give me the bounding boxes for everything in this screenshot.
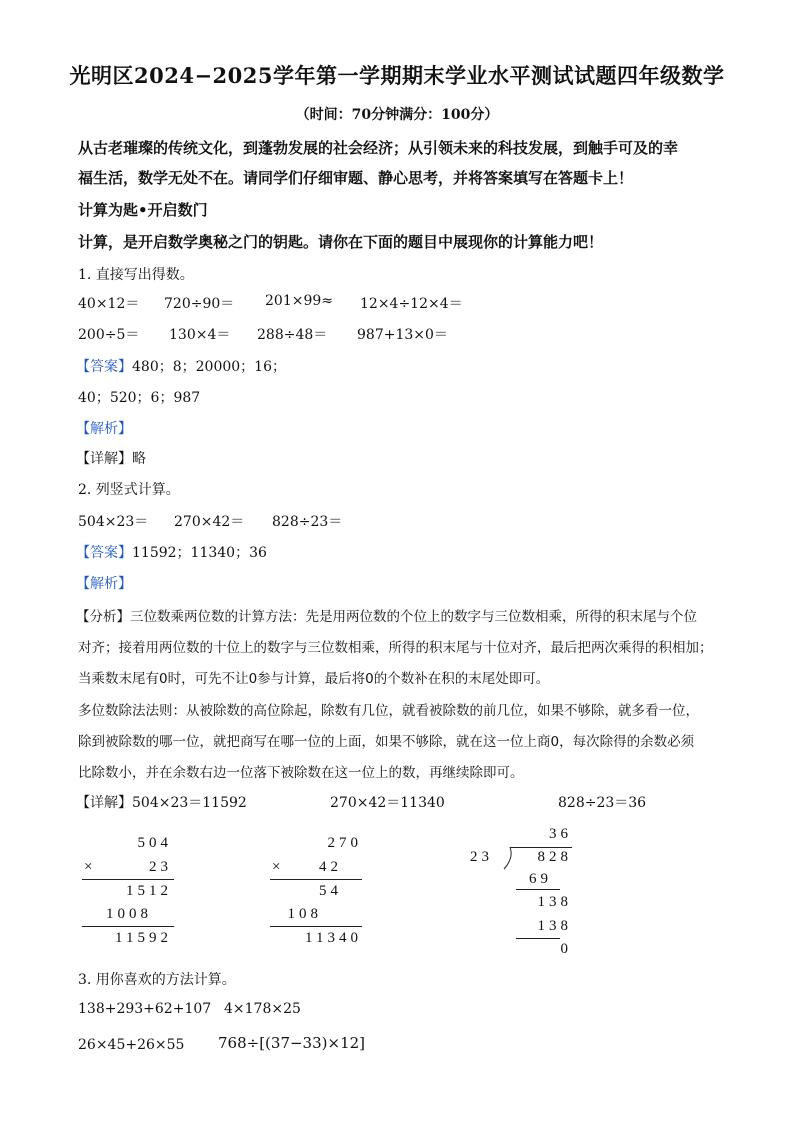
q1-item: 720÷90＝ (164, 296, 235, 312)
q1-item: 40×12＝ (78, 296, 140, 312)
detail-tag: 【详解】 (76, 795, 132, 811)
q2-item: 270×42＝ (174, 514, 245, 530)
q3-item: 138+293+62+107 (78, 1001, 212, 1017)
q3-title: 3. 用你喜欢的方法计算。 (78, 972, 236, 988)
q2-analysis-line-2: 对齐；接着用两位数的十位上的数字与三位数相乘，所得的积末尾与十位对齐，最后把两次乘得的积相加； (78, 640, 713, 656)
answer-tag: 【答案】 (76, 359, 132, 375)
section-description: 计算，是开启数学奥秘之门的钥匙。请你在下面的题目中展现你的计算能力吧！ (78, 233, 604, 251)
q1-item: 987+13×0＝ (357, 327, 448, 343)
vc2-multiplicand: 270 (327, 835, 362, 851)
intro-line-1: 从古老璀璨的传统文化，到蓬勃发展的社会经济；从引领未来的科技发展，到触手可及的幸 (78, 139, 679, 157)
answer-tag: 【答案】 (76, 545, 132, 561)
vc2-rule (270, 926, 362, 927)
ld-divisor: 23 (470, 849, 493, 865)
fenxi-tag: 【分析】 (76, 609, 130, 625)
q1-detail-text: 略 (132, 451, 146, 467)
exam-time-info: （时间：70分钟满分：100分） (295, 107, 499, 123)
q1-item: 200÷5＝ (78, 327, 140, 343)
vc1-partial-2: 1008 (106, 906, 152, 922)
vc1-times-sign: × (84, 859, 97, 875)
q1-detail (76, 448, 146, 468)
q2-detail-eq-3: 828÷23＝36 (558, 795, 647, 811)
vc1-multiplier: 23 (149, 859, 172, 875)
analysis-tag: 【解析】 (76, 576, 132, 592)
q1-item: 201×99≈ (265, 293, 333, 309)
q3-item: 26×45+26×55 (78, 1037, 185, 1053)
q3-item: 768÷[(37−33)×12] (218, 1034, 366, 1052)
vc2-result: 11340 (305, 930, 362, 946)
q2-analysis (76, 605, 697, 625)
ld-final-remainder: 0 (560, 941, 572, 957)
vc2-multiplier: 42 (319, 859, 342, 875)
ld-rule (516, 938, 560, 939)
q1-title: 1. 直接写出得数。 (78, 267, 194, 283)
q1-item: 288÷48＝ (257, 327, 328, 343)
q2-division-line-1: 多位数除法法则：从被除数的高位除起，除数有几位，就看被除数的前几位，如果不够除，就多看一位， (78, 703, 699, 719)
q3-item: 4×178×25 (224, 1001, 301, 1017)
vc1-multiplicand: 504 (137, 835, 172, 851)
q1-answer-text-1: 480；8；20000；16； (132, 359, 286, 375)
q2-title: 2. 列竖式计算。 (78, 482, 180, 498)
section-heading: 计算为匙•开启数门 (78, 201, 208, 219)
ld-dividend: 828 (537, 849, 572, 865)
ld-rule (516, 889, 560, 890)
q2-analysis-line-1: 三位数乘两位数的计算方法：先是用两位数的个位上的数字与三位数相乘，所得的积末尾与个位 (130, 609, 697, 625)
q1-item: 130×4＝ (169, 327, 231, 343)
q2-answer (76, 542, 267, 562)
ld-remainder-1: 138 (537, 894, 572, 910)
q1-item: 12×4÷12×4＝ (360, 296, 463, 312)
vc2-times-sign: × (272, 859, 285, 875)
q2-item: 828÷23＝ (272, 514, 343, 530)
q2-analysis-line-3: 当乘数末尾有0时，可先不让0参与计算，最后将0的个数补在积的末尾处即可。 (78, 671, 550, 687)
ld-step-product-2: 138 (537, 918, 572, 934)
q2-detail-eq-1: 504×23＝11592 (132, 795, 247, 811)
vc2-partial-2: 108 (287, 906, 322, 922)
vc1-partial-1: 1512 (126, 883, 172, 899)
ld-step-product-1: 69 (529, 871, 552, 887)
q1-answer-text-2: 40；520；6；987 (78, 390, 201, 406)
detail-tag: 【详解】 (76, 451, 132, 467)
vc1-rule (82, 879, 174, 880)
page-title: 光明区2024−2025学年第一学期期末学业水平测试试题四年级数学 (69, 63, 725, 88)
vc2-partial-1: 54 (319, 883, 342, 899)
intro-line-2: 福生活，数学无处不在。请同学们仔细审题、静心思考，并将答案填写在答题卡上！ (78, 169, 634, 187)
vc1-rule (82, 926, 174, 927)
q2-division-line-3: 比除数小，并在余数右边一位落下被除数在这一位上的数，再继续除即可。 (78, 765, 524, 781)
q2-item: 504×23＝ (78, 514, 149, 530)
ld-quotient: 36 (549, 826, 572, 842)
ld-bracket-top (510, 847, 572, 848)
vc1-result: 11592 (115, 930, 172, 946)
q2-division-line-2: 除到被除数的哪一位，就把商写在哪一位的上面，如果不够除，就在这一位上商0，每次除得的余数必须 (78, 734, 695, 750)
q2-detail (76, 792, 247, 812)
analysis-tag: 【解析】 (76, 421, 132, 437)
q2-detail-eq-2: 270×42＝11340 (330, 795, 445, 811)
ld-bracket-curve (502, 846, 514, 870)
q1-answer (76, 356, 286, 376)
vc2-rule (270, 879, 362, 880)
q2-answer-text: 11592；11340；36 (132, 545, 267, 561)
